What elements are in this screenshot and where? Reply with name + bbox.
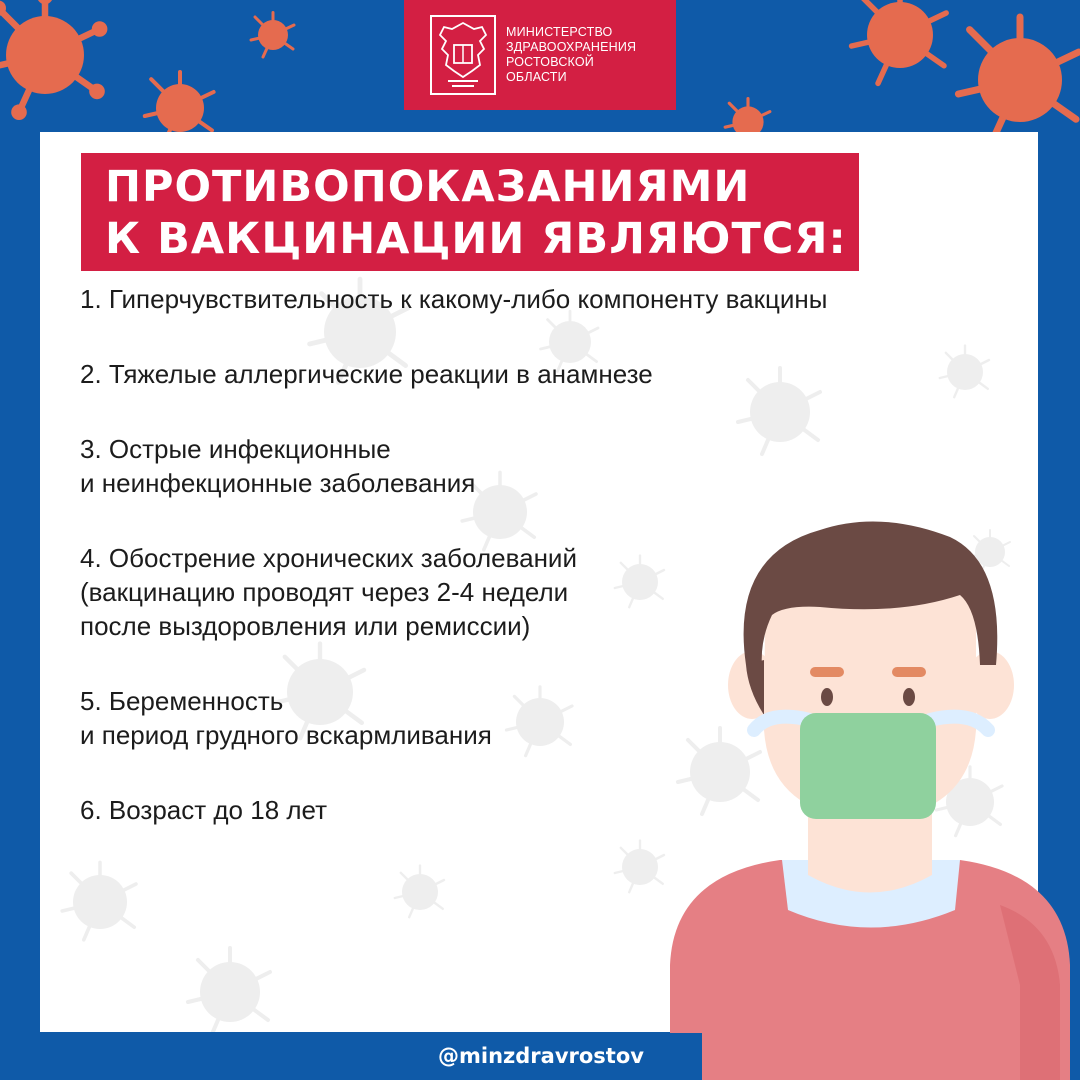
page-title [81,153,859,271]
list-item-text: 2. Тяжелые аллергические реакции в анамнезе [80,359,653,389]
title-line: К ВАКЦИНАЦИИ ЯВЛЯЮТСЯ: [105,214,847,264]
list-item [80,282,900,316]
mask-shape [800,713,936,819]
list-item-text: 4. Обострение хронических заболеваний [80,543,577,573]
list-item [80,357,900,391]
person-with-mask-illustration [660,515,1080,1080]
virus-icon [950,10,1080,150]
virus-icon [0,0,110,120]
social-handle: @minzdravrostov [380,1033,702,1080]
list-item [80,432,900,500]
virus-icon [845,0,955,90]
ministry-name-line: ОБЛАСТИ [506,70,567,84]
title-line: ПРОТИВОПОКАЗАНИЯМИ [105,162,751,212]
ministry-name-line: РОСТОВСКОЙ [506,55,594,69]
ministry-name [506,25,636,85]
ministry-name-line: ЗДРАВООХРАНЕНИЯ [506,40,637,54]
list-item-text: и период грудного вскармливания [80,720,492,750]
list-item-text: после выздоровления или ремиссии) [80,611,531,641]
ministry-name-line: МИНИСТЕРСТВО [506,25,613,39]
list-item-text: 1. Гиперчувствительность к какому-либо компоненту вакцины [80,284,828,314]
list-item-text: 6. Возраст до 18 лет [80,795,328,825]
list-item-text: (вакцинацию проводят через 2-4 недели [80,577,569,607]
list-item-text: 5. Беременность [80,686,284,716]
virus-icon [248,10,298,60]
ministry-logo [404,0,676,110]
list-item-text: 3. Острые инфекционные [80,434,391,464]
coat-of-arms-icon [430,15,496,95]
list-item-text: и неинфекционные заболевания [80,468,476,498]
